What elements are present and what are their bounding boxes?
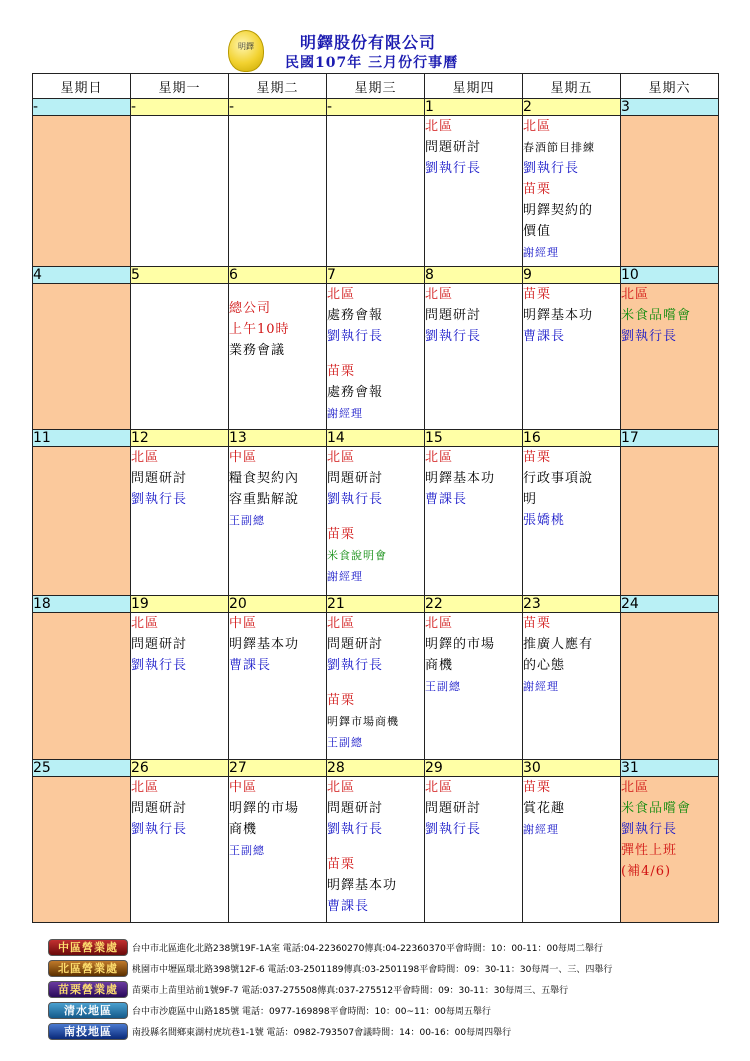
date-number: 28 <box>327 760 425 777</box>
event-line: 彈性上班 <box>621 843 678 858</box>
day-cell <box>131 116 229 267</box>
event-line: 劉執行長 <box>425 822 482 837</box>
logo-text: 明鐸 <box>238 42 254 51</box>
event-line: 劉執行長 <box>327 658 384 673</box>
day-cell <box>229 777 327 923</box>
date-number: 29 <box>425 760 523 777</box>
event-line: 北區 <box>425 616 454 631</box>
event-line: 劉執行長 <box>327 492 384 507</box>
event-line: 曹課長 <box>327 899 370 914</box>
event-line: 明鐸基本功 <box>523 308 594 323</box>
event-line: 明鐸的市場 <box>229 801 300 816</box>
event-line: 賞花趣 <box>523 801 566 816</box>
office-row <box>48 937 748 958</box>
week-date-row <box>33 596 719 613</box>
day-cell <box>327 447 425 596</box>
event-line: 苗栗 <box>523 287 552 302</box>
event-line: 劉執行長 <box>327 329 384 344</box>
date-number: 20 <box>229 596 327 613</box>
date-number: 12 <box>131 430 229 447</box>
event-line: 劉執行長 <box>327 822 384 837</box>
event-line: (補4/6) <box>621 864 672 879</box>
week-events-row <box>33 613 719 760</box>
event-line: 問題研討 <box>327 471 384 486</box>
day-cell <box>229 447 327 596</box>
calendar-title: 民國107年 三月份行事曆 <box>285 55 459 71</box>
date-number: 10 <box>621 267 719 284</box>
event-line: 劉執行長 <box>621 822 678 837</box>
week-events-row <box>33 116 719 267</box>
day-cell <box>425 777 523 923</box>
event-line: 苗栗 <box>523 450 552 465</box>
office-address: 南投縣名間鄉東湖村虎坑巷1-1號 電話：0982-793507會議時間：14：00-16：00每周四舉行 <box>132 1028 512 1038</box>
date-number: 19 <box>131 596 229 613</box>
event-line: 問題研討 <box>327 801 384 816</box>
event-line: 北區 <box>327 780 356 795</box>
date-number: 27 <box>229 760 327 777</box>
week-date-row <box>33 99 719 116</box>
day-cell <box>229 284 327 430</box>
day-cell <box>327 116 425 267</box>
day-cell <box>523 116 621 267</box>
date-number: 21 <box>327 596 425 613</box>
date-number: 14 <box>327 430 425 447</box>
date-number: - <box>131 99 229 116</box>
event-line: 謝經理 <box>523 823 559 836</box>
event-line: 劉執行長 <box>523 161 580 176</box>
event-line: 商機 <box>425 658 454 673</box>
day-cell <box>425 447 523 596</box>
date-number: 5 <box>131 267 229 284</box>
event-line: 張嬌桃 <box>523 513 566 528</box>
date-number: 13 <box>229 430 327 447</box>
event-line: 處務會報 <box>327 308 384 323</box>
weekday-header-row <box>33 74 719 99</box>
event-line: 問題研討 <box>425 308 482 323</box>
date-number: 16 <box>523 430 621 447</box>
event-line: 苗栗 <box>523 780 552 795</box>
day-cell <box>425 613 523 760</box>
date-number: 2 <box>523 99 621 116</box>
weekday-thursday: 星期四 <box>425 74 523 99</box>
week-date-row <box>33 267 719 284</box>
event-line: 價值 <box>523 224 552 239</box>
office-info-footer <box>48 937 748 1042</box>
day-cell <box>131 447 229 596</box>
event-line: 處務會報 <box>327 385 384 400</box>
date-number: 31 <box>621 760 719 777</box>
date-number: 9 <box>523 267 621 284</box>
company-logo <box>228 30 264 72</box>
day-cell <box>523 613 621 760</box>
office-address: 桃園市中壢區環北路398號12F-6 電話:03-2501189傳真:03-2501198平會時間：09：30-11：30每周一、三、四舉行 <box>132 965 613 975</box>
event-line: 明 <box>523 492 538 507</box>
office-badge: 中區營業處 <box>48 939 128 956</box>
date-number: 3 <box>621 99 719 116</box>
day-cell <box>425 284 523 430</box>
event-line: 問題研討 <box>131 471 188 486</box>
event-line: 曹課長 <box>523 329 566 344</box>
event-line: 曹課長 <box>229 658 272 673</box>
office-row <box>48 979 748 1000</box>
event-line: 總公司 <box>229 301 272 316</box>
day-cell <box>523 447 621 596</box>
event-line: 謝經理 <box>327 570 363 583</box>
day-cell <box>33 284 131 430</box>
event-line: 苗栗 <box>523 616 552 631</box>
event-line: 王副總 <box>229 844 265 857</box>
event-line: 北區 <box>425 287 454 302</box>
event-line: 曹課長 <box>425 492 468 507</box>
date-number: - <box>33 99 131 116</box>
day-cell <box>327 777 425 923</box>
event-line: 劉執行長 <box>425 329 482 344</box>
event-line: 北區 <box>327 616 356 631</box>
office-address: 台中市沙鹿區中山路185號 電話：0977-169898平會時間：10：00~11：00每周五舉行 <box>132 1007 491 1017</box>
company-name: 明鐸股份有限公司 <box>300 33 437 52</box>
date-number: 18 <box>33 596 131 613</box>
event-line: 劉執行長 <box>131 822 188 837</box>
event-line: 米食品嚐會 <box>621 801 692 816</box>
weekday-tuesday: 星期二 <box>229 74 327 99</box>
event-line: 問題研討 <box>327 637 384 652</box>
day-cell <box>621 284 719 430</box>
date-number: - <box>327 99 425 116</box>
office-row <box>48 1021 748 1042</box>
office-badge: 清水地區 <box>48 1002 128 1019</box>
event-line: 北區 <box>131 780 160 795</box>
weekday-wednesday: 星期三 <box>327 74 425 99</box>
day-cell <box>621 116 719 267</box>
date-number: 4 <box>33 267 131 284</box>
day-cell <box>523 777 621 923</box>
event-line: 行政事項說 <box>523 471 594 486</box>
event-line: 謝經理 <box>327 407 363 420</box>
event-line: 容重點解說 <box>229 492 300 507</box>
event-line: 明鐸契約的 <box>523 203 594 218</box>
day-cell <box>33 613 131 760</box>
event-line: 問題研討 <box>425 801 482 816</box>
week-events-row <box>33 447 719 596</box>
event-line: 春酒節目排練 <box>523 141 595 154</box>
week-date-row <box>33 760 719 777</box>
month-calendar <box>32 73 719 923</box>
event-line: 王副總 <box>425 680 461 693</box>
event-line: 糧食契約內 <box>229 471 300 486</box>
office-address: 台中市北區進化北路238號19F-1A室 電話:04-22360270傳真:04-22360370平會時間：10：00-11：00每周二舉行 <box>132 944 603 954</box>
event-line: 北區 <box>621 287 650 302</box>
day-cell <box>425 116 523 267</box>
office-badge: 苗栗營業處 <box>48 981 128 998</box>
date-number: 25 <box>33 760 131 777</box>
event-line: 明鐸的市場 <box>425 637 496 652</box>
day-cell <box>523 284 621 430</box>
event-line: 苗栗 <box>327 527 356 542</box>
event-line: 問題研討 <box>131 801 188 816</box>
day-cell <box>131 284 229 430</box>
day-cell <box>621 447 719 596</box>
event-line: 苗栗 <box>523 182 552 197</box>
event-line: 劉執行長 <box>131 492 188 507</box>
weekday-sunday: 星期日 <box>33 74 131 99</box>
day-cell <box>621 777 719 923</box>
day-cell <box>327 613 425 760</box>
event-line: 北區 <box>425 119 454 134</box>
day-cell <box>621 613 719 760</box>
date-number: - <box>229 99 327 116</box>
date-number: 17 <box>621 430 719 447</box>
day-cell <box>33 116 131 267</box>
day-cell <box>131 777 229 923</box>
event-line: 問題研討 <box>131 637 188 652</box>
date-number: 22 <box>425 596 523 613</box>
date-number: 8 <box>425 267 523 284</box>
event-line: 問題研討 <box>425 140 482 155</box>
date-number: 6 <box>229 267 327 284</box>
office-address: 苗栗市上苗里站前1號9F-7 電話:037-275508傳真:037-275512平會時間：09：30-11：30每周三、五舉行 <box>132 986 569 996</box>
event-line: 北區 <box>327 287 356 302</box>
weekday-monday: 星期一 <box>131 74 229 99</box>
calendar-header <box>0 0 750 72</box>
date-number: 26 <box>131 760 229 777</box>
office-row <box>48 958 748 979</box>
event-line: 北區 <box>425 450 454 465</box>
day-cell <box>33 447 131 596</box>
event-line: 明鐸基本功 <box>425 471 496 486</box>
event-line: 中區 <box>229 450 258 465</box>
event-line: 中區 <box>229 616 258 631</box>
event-line: 苗栗 <box>327 693 356 708</box>
event-line: 業務會議 <box>229 343 286 358</box>
weekday-friday: 星期五 <box>523 74 621 99</box>
event-line: 北區 <box>621 780 650 795</box>
day-cell <box>229 613 327 760</box>
event-line: 米食說明會 <box>327 549 387 562</box>
event-line: 中區 <box>229 780 258 795</box>
event-line: 明鐸基本功 <box>327 878 398 893</box>
day-cell <box>327 284 425 430</box>
event-line: 劉執行長 <box>425 161 482 176</box>
event-line: 明鐸市場商機 <box>327 715 399 728</box>
event-line: 上午10時 <box>229 322 290 337</box>
day-cell <box>229 116 327 267</box>
event-line: 明鐸基本功 <box>229 637 300 652</box>
event-line: 劉執行長 <box>131 658 188 673</box>
event-line: 王副總 <box>327 736 363 749</box>
office-row <box>48 1000 748 1021</box>
date-number: 1 <box>425 99 523 116</box>
event-line: 北區 <box>131 616 160 631</box>
week-date-row <box>33 430 719 447</box>
date-number: 15 <box>425 430 523 447</box>
date-number: 24 <box>621 596 719 613</box>
event-line: 北區 <box>523 119 552 134</box>
date-number: 7 <box>327 267 425 284</box>
event-line: 北區 <box>425 780 454 795</box>
event-line: 推廣人應有 <box>523 637 594 652</box>
event-line: 北區 <box>327 450 356 465</box>
event-line: 劉執行長 <box>621 329 678 344</box>
event-line: 商機 <box>229 822 258 837</box>
event-line: 謝經理 <box>523 680 559 693</box>
date-number: 30 <box>523 760 621 777</box>
event-line: 米食品嚐會 <box>621 308 692 323</box>
event-line: 的心態 <box>523 658 566 673</box>
event-line: 苗栗 <box>327 364 356 379</box>
week-events-row <box>33 777 719 923</box>
date-number: 23 <box>523 596 621 613</box>
event-line: 王副總 <box>229 514 265 527</box>
event-line: 謝經理 <box>523 246 559 259</box>
week-events-row <box>33 284 719 430</box>
date-number: 11 <box>33 430 131 447</box>
office-badge: 北區營業處 <box>48 960 128 977</box>
day-cell <box>33 777 131 923</box>
office-badge: 南投地區 <box>48 1023 128 1040</box>
day-cell <box>131 613 229 760</box>
event-line: 苗栗 <box>327 857 356 872</box>
weekday-saturday: 星期六 <box>621 74 719 99</box>
event-line: 北區 <box>131 450 160 465</box>
